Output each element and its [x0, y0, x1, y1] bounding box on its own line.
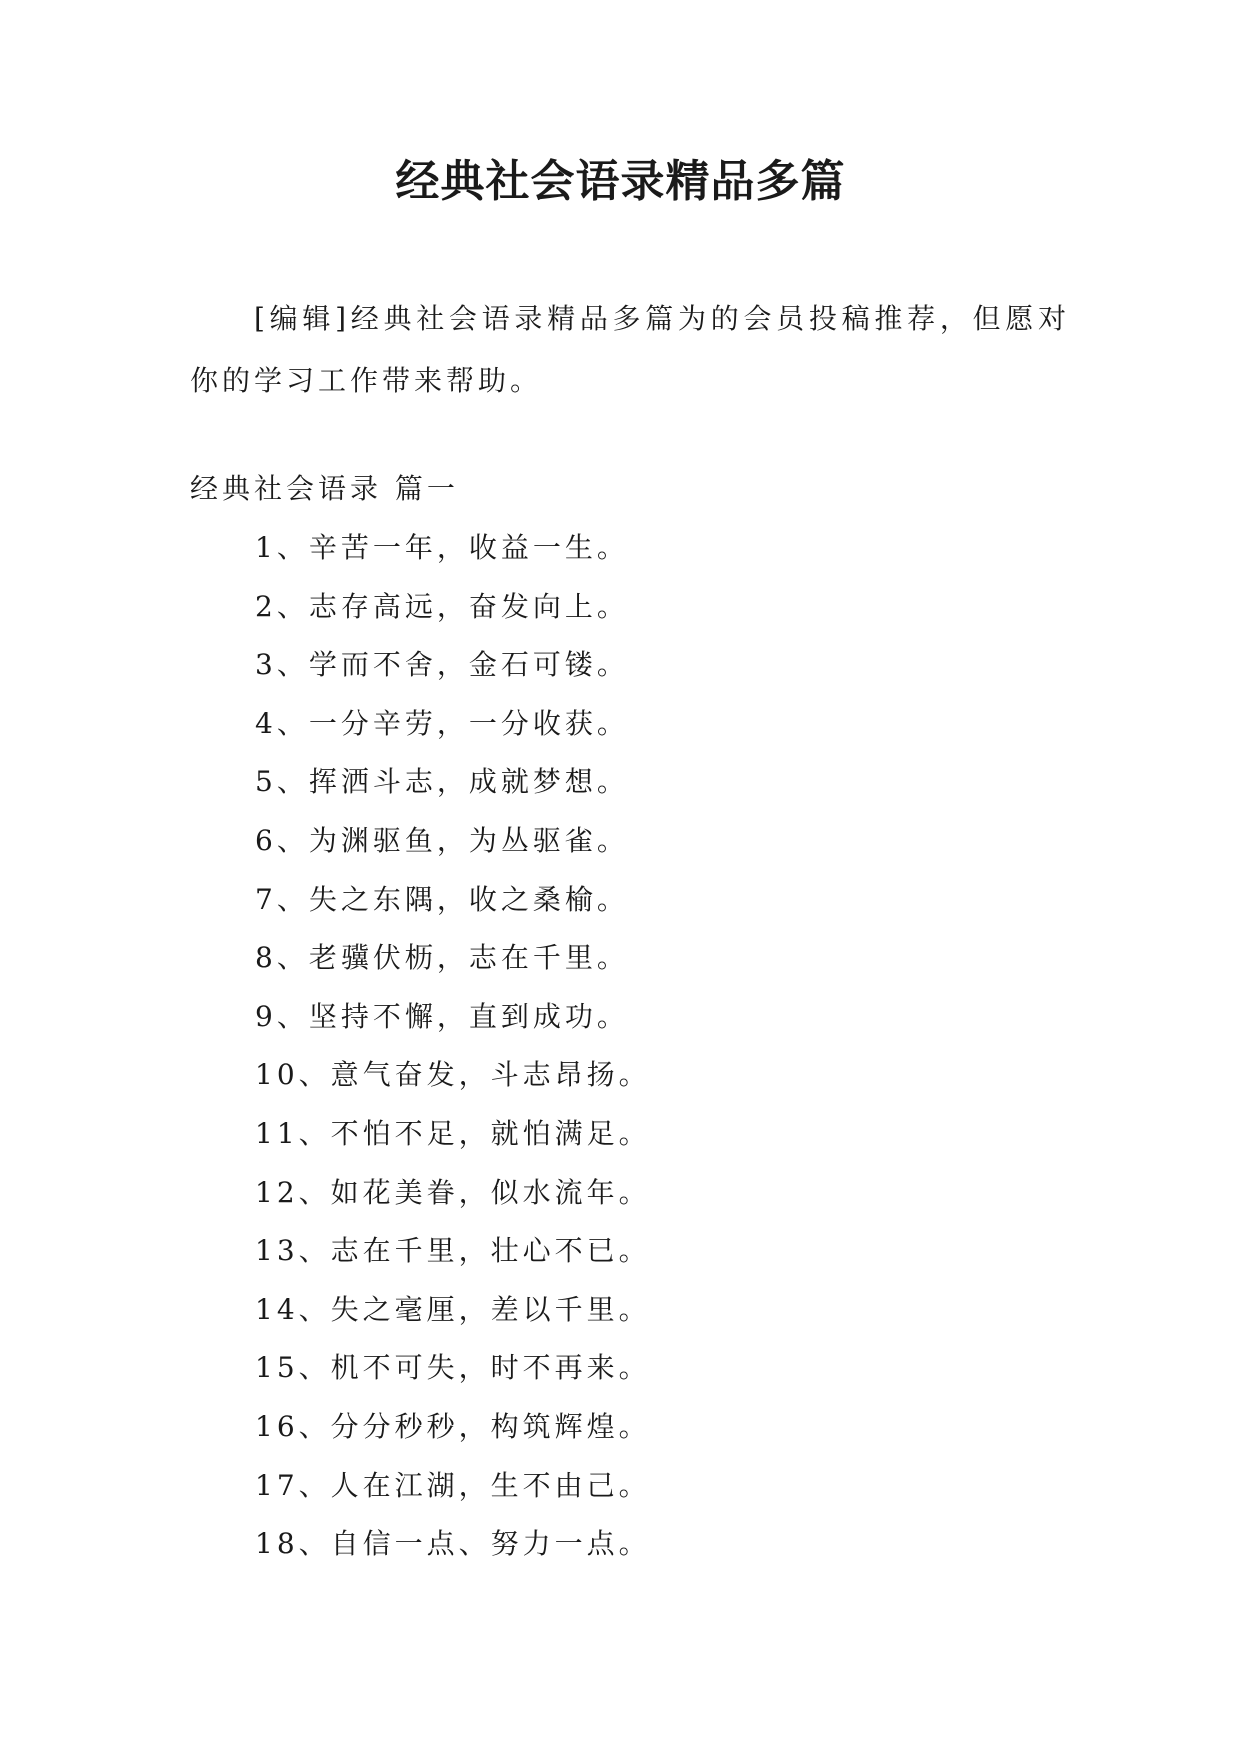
quote-list: [255, 519, 651, 1574]
quote-item: 8、老骥伏枥，志在千里。: [255, 941, 629, 975]
quote-item: 16、分分秒秒，构筑辉煌。: [255, 1409, 651, 1443]
quote-item: 6、为渊驱鱼，为丛驱雀。: [255, 823, 629, 857]
quote-item: 9、坚持不懈，直到成功。: [255, 999, 629, 1033]
quote-item: 18、自信一点、努力一点。: [255, 1527, 651, 1561]
quote-item: 15、机不可失，时不再来。: [255, 1351, 651, 1385]
quote-item: 14、失之毫厘，差以千里。: [255, 1292, 651, 1326]
document-title: 经典社会语录精品多篇: [395, 156, 846, 207]
intro-paragraph: [编辑]经典社会语录精品多篇为的会员投稿推荐，但愿对你的学习工作带来帮助。: [190, 302, 1070, 397]
quote-item: 7、失之东隅，收之桑榆。: [255, 882, 629, 916]
quote-item: 10、意气奋发，斗志昂扬。: [255, 1058, 651, 1092]
quote-item: 13、志在千里，壮心不已。: [255, 1234, 651, 1268]
quote-item: 17、人在江湖，生不由己。: [255, 1468, 651, 1502]
quote-item: 4、一分辛劳，一分收获。: [255, 706, 629, 740]
quote-item: 1、辛苦一年，收益一生。: [255, 531, 629, 564]
section-heading: 经典社会语录 篇一: [190, 472, 459, 505]
quote-item: 11、不怕不足，就怕满足。: [255, 1116, 651, 1150]
quote-item: 5、挥洒斗志，成就梦想。: [255, 765, 629, 799]
quote-item: 3、学而不舍，金石可镂。: [255, 648, 629, 682]
quote-item: 12、如花美眷，似水流年。: [255, 1175, 651, 1209]
quote-item: 2、志存高远，奋发向上。: [255, 589, 629, 623]
